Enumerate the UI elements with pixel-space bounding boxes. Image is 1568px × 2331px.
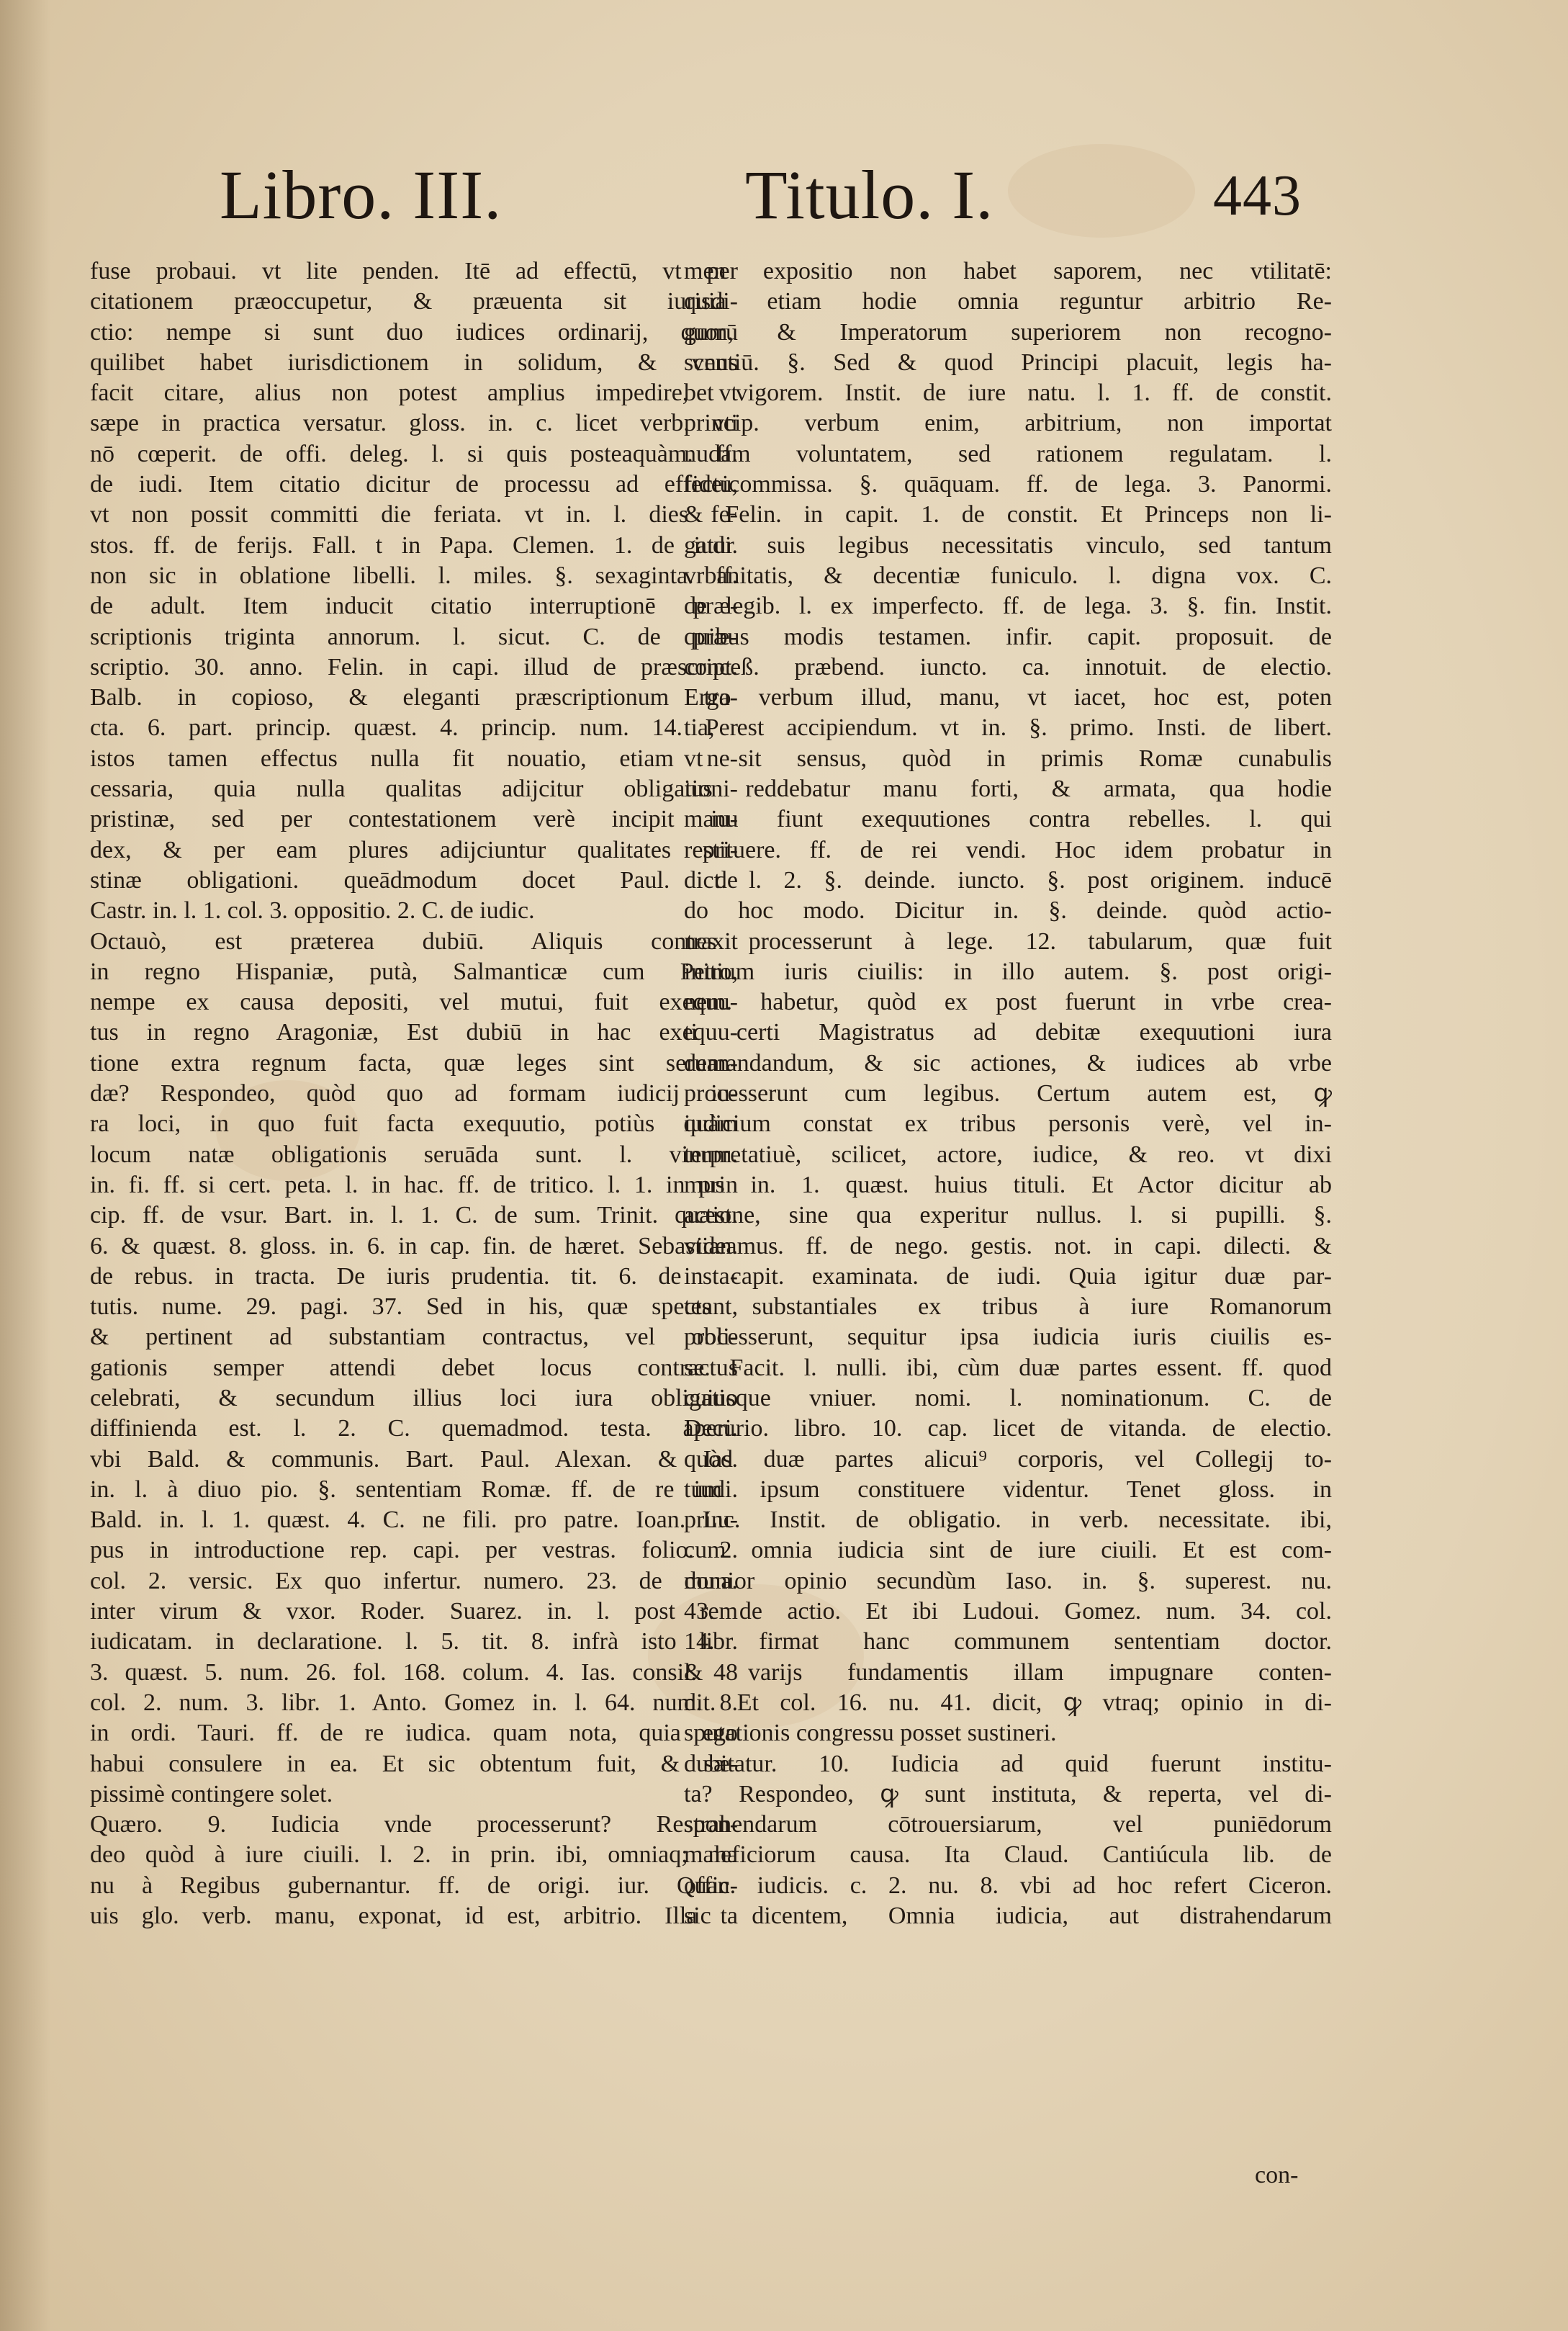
text-line: Bald. in. l. 1. quæst. 4. C. ne fili. pro patre. Ioan. Lu- <box>90 1506 738 1534</box>
text-line: tes substantiales ex tribus à iure Romanorum <box>684 1293 1332 1321</box>
text-line: nu à Regibus gubernantur. ff. de origi. iur. Quan- <box>90 1872 738 1899</box>
text-line: se. Facit. l. nulli. ibi, cùm duæ partes essent. ff. quod <box>684 1354 1332 1381</box>
text-line: de adult. Item inducit citatio interruptionē præ- <box>90 593 738 620</box>
text-line: dex, & per eam plures adijciuntur qualitates pri- <box>90 836 738 863</box>
text-line: terpretatiuè, scilicet, actore, iudice, & reo. vt dixi <box>684 1141 1332 1168</box>
text-line: col. 2. num. 3. libr. 1. Anto. Gomez in. l. 64. num. 8. <box>90 1689 738 1716</box>
text-line: facit citare, alius non potest amplius impedire, vt <box>90 379 738 407</box>
text-line: nudam voluntatem, sed rationem regulatam. l. <box>684 440 1332 467</box>
text-line: de rebus. in tracta. De iuris prudentia. tit. 6. de sta- <box>90 1262 738 1290</box>
text-line: sæpe in practica versatur. gloss. in. c. licet verb. vti <box>90 410 738 437</box>
text-line: col. 2. versic. Ex quo infertur. numero. 23. de dona. <box>90 1567 738 1594</box>
text-line: de iudi. Item citatio dicitur de processu ad effectu, <box>90 471 738 498</box>
text-line: istos tamen effectus nulla fit nouatio, etiam ne- <box>90 745 738 772</box>
text-line: sputationis congressu posset sustineri. <box>684 1720 1057 1747</box>
header-book: Libro. III. <box>220 156 503 233</box>
text-line: & Felin. in capit. 1. de constit. Et Princeps non li- <box>684 501 1332 529</box>
text-line: diffinienda est. l. 2. C. quemadmod. testa. aperi. <box>90 1415 738 1442</box>
text-line: gationis semper attendi debet locus contractus <box>90 1354 738 1381</box>
text-line: pus in introductione rep. capi. per vestras. folio. 2. <box>90 1537 738 1564</box>
text-line: offic. iudicis. c. 2. nu. 8. vbi ad hoc refert Ciceron. <box>684 1872 1332 1899</box>
text-line: cta. 6. part. princip. quæst. 4. princip. num. 14. Per <box>90 714 738 742</box>
text-line: nem. habetur, quòd ex post fuerunt in vrbe crea- <box>684 989 1332 1016</box>
text-line: dit. Et col. 16. nu. 41. dicit, ꝙ vtraq; opinio in di- <box>684 1689 1332 1716</box>
text-line: de legib. l. ex imperfecto. ff. de lega. 3. §. fin. Instit. <box>684 593 1332 620</box>
text-line: Quæro. 9. Iudicia vnde processerunt? Respon- <box>90 1811 738 1838</box>
text-line: sic dicentem, Omnia iudicia, aut distrahendarum <box>684 1903 1332 1930</box>
text-line: 14. firmat hanc communem sententiam doctor. <box>684 1628 1332 1656</box>
text-line: dubitatur. 10. Iudicia ad quid fuerunt institu- <box>684 1750 1332 1777</box>
text-line: munior opinio secundùm Iaso. in. §. superest. nu. <box>684 1567 1332 1594</box>
text-line: Decurio. libro. 10. cap. licet de vitanda. de electio. <box>684 1415 1332 1442</box>
text-line: uis glo. verb. manu, exponat, id est, arbitrio. Illa ta <box>90 1903 738 1930</box>
text-line: quibus modis testamen. infir. capit. proposuit. de <box>684 623 1332 650</box>
text-line: nempe ex causa depositi, vel mutui, fuit exequu- <box>90 989 738 1016</box>
text-line: processerunt, sequitur ipsa iudicia iuris ciuilis es- <box>684 1324 1332 1351</box>
text-line: ra loci, in quo fuit facta exequutio, potiùs quàm <box>90 1110 738 1138</box>
binding-edge-shadow <box>0 0 50 2331</box>
text-line: tum ipsum constituere videntur. Tenet gloss. in <box>684 1476 1332 1503</box>
text-line: quia etiam hodie omnia reguntur arbitrio Re- <box>684 288 1332 315</box>
text-line: deo quòd à iure ciuili. l. 2. in prin. ibi, omniaq; ma <box>90 1841 738 1869</box>
text-line: iudicium constat ex tribus personis verè, vel in- <box>684 1110 1332 1138</box>
text-line: demandandum, & sic actiones, & iudices ab vrbe <box>684 1049 1332 1077</box>
text-line: habui consulere in ea. Et sic obtentum fuit, & sæ- <box>90 1750 738 1777</box>
text-line: conceß. præbend. iuncto. ca. innotuit. de electio. <box>684 653 1332 681</box>
text-line: & pertinent ad substantiam contractus, vel obli- <box>90 1324 738 1351</box>
text-line: ti certi Magistratus ad debitæ exequutioni iura <box>684 1019 1332 1046</box>
text-line: vrbanitatis, & decentiæ funiculo. l. digna vox. C. <box>684 562 1332 589</box>
running-header <box>0 155 1568 241</box>
text-line: cessaria, quia nulla qualitas adijcitur obligationi- <box>90 776 738 803</box>
text-line: mus in. 1. quæst. huius tituli. Et Actor dicitur ab <box>684 1171 1332 1198</box>
text-line: cum omnia iudicia sint de iure ciuili. Et est com- <box>684 1537 1332 1564</box>
text-line: Castr. in. l. 1. col. 3. oppositio. 2. C. de iudic. <box>90 897 535 925</box>
text-line: quòd duæ partes alicui⁹ corporis, vel Collegij to- <box>684 1445 1332 1473</box>
text-line: locum natæ obligationis seruāda sunt. l. vinum. <box>90 1141 738 1168</box>
text-line: iudicatam. in declaratione. l. 5. tit. 8. infrà isto libr. <box>90 1628 738 1656</box>
text-line: gum, & Imperatorum superiorem non recogno- <box>684 318 1332 346</box>
text-line: in capit. examinata. de iudi. Quia igitur duæ par- <box>684 1262 1332 1290</box>
text-line: bet vigorem. Instit. de iure natu. l. 1. ff. de constit. <box>684 379 1332 407</box>
header-title: Titulo. I. <box>745 156 994 233</box>
text-line: ta? Respondeo, ꝙ sunt instituta, & reperta, vel di- <box>684 1780 1332 1807</box>
text-line: do hoc modo. Dicitur in. §. deinde. quòd actio- <box>684 897 1332 925</box>
text-line: princip. verbum enim, arbitrium, non importat <box>684 410 1332 437</box>
text-line: vt sit sensus, quòd in primis Romæ cunabulis <box>684 745 1332 772</box>
text-line: nō cœperit. de offi. deleg. l. si quis posteaquàm. ff. <box>90 440 738 467</box>
text-line: & varijs fundamentis illam impugnare conten- <box>684 1658 1332 1686</box>
text-line: quilibet habet iurisdictionem in solidum, & vnus <box>90 349 738 376</box>
text-line: tione extra regnum facta, quæ leges sint seruan- <box>90 1049 738 1077</box>
text-line: celebrati, & secundum illius loci iura obligatio <box>90 1384 738 1411</box>
text-line: inter virum & vxor. Roder. Suarez. in. l. post rem <box>90 1598 738 1625</box>
text-line: manu fiunt exequutiones contra rebelles. l. qui <box>684 806 1332 833</box>
text-line: pissimè contingere solet. <box>90 1780 333 1807</box>
text-line: non sic in oblatione libelli. l. miles. §. sexaginta. ff. <box>90 562 738 589</box>
text-line: tia, est accipiendum. vt in. §. primo. Insti. de libert. <box>684 714 1332 742</box>
text-line: dict. l. 2. §. deinde. iuncto. §. post originem. inducē <box>684 866 1332 894</box>
text-line: in regno Hispaniæ, putà, Salmanticæ cum Petro, <box>90 958 738 985</box>
text-line: Balb. in copioso, & eleganti præscriptionum tra- <box>90 684 738 711</box>
text-line: cip. ff. de vsur. Bart. in. l. 1. C. de sum. Trinit. quæst. <box>90 1202 738 1229</box>
catchword: con- <box>1255 2162 1299 2188</box>
text-line: maleficiorum causa. Ita Claud. Cantiúcula lib. de <box>684 1841 1332 1869</box>
text-line: Ergo verbum illud, manu, vt iacet, hoc est, poten <box>684 684 1332 711</box>
text-line: stinæ obligationi. queādmodum docet Paul. de <box>90 866 738 894</box>
text-line: gatur suis legibus necessitatis vinculo, sed tantum <box>684 531 1332 559</box>
left-text-column <box>90 256 738 1931</box>
text-line: dæ? Respondeo, quòd quo ad formam iudicij iu- <box>90 1080 738 1108</box>
text-line: stos. ff. de ferijs. Fall. t in Papa. Clemen. 1. de iudi. <box>90 531 738 559</box>
text-line: pristinæ, sed per contestationem verè incipit iu- <box>90 806 738 833</box>
text-line: Octauò, est præterea dubiū. Aliquis contraxit <box>90 928 738 955</box>
text-line: fuse probaui. vt lite penden. Itē ad effectū, vt per <box>90 258 738 284</box>
text-line: in. l. à diuo pio. §. sententiam Romæ. ff. de re iudi. <box>90 1476 738 1503</box>
text-line: in. fi. ff. si cert. peta. l. in hac. ff. de tritico. l. 1. in prin <box>90 1171 738 1198</box>
text-line: cuiusque vniuer. nomi. l. nominationum. C. de <box>684 1384 1332 1411</box>
text-line: tutis. nume. 29. pagi. 37. Sed in his, quæ spectant, <box>90 1293 738 1321</box>
text-line: citationem præoccupetur, & præuenta sit iurisdi- <box>90 288 738 315</box>
text-line: nes processerunt à lege. 12. tabularum, quæ fuit <box>684 928 1332 955</box>
text-line: videamus. ff. de nego. gestis. not. in capi. dilecti. & <box>684 1232 1332 1259</box>
text-line: 6. & quæst. 8. gloss. in. 6. in cap. fin. de hæret. Sebastian. <box>90 1232 738 1259</box>
text-line: tus in regno Aragoniæ, Est dubiū in hac exequu- <box>90 1019 738 1046</box>
text-line: ius reddebatur manu forti, & armata, qua hodie <box>684 776 1332 803</box>
text-line: strahendarum cōtrouersiarum, vel puniēdorum <box>684 1811 1332 1838</box>
right-text-column <box>684 256 1332 1931</box>
text-line: princ. Instit. de obligatio. in verb. necessitate. ibi, <box>684 1506 1332 1534</box>
text-line: ctio: nempe si sunt duo iudices ordinarij, quorū <box>90 318 738 346</box>
text-line: 3. quæst. 5. num. 26. fol. 168. colum. 4. Ias. consil. 48 <box>90 1658 738 1686</box>
text-line: vt non possit committi die feriata. vt in. l. dies fe- <box>90 501 738 529</box>
text-line: scriptionis triginta annorum. l. sicut. C. de præ- <box>90 623 738 650</box>
text-line: men expositio non habet saporem, nec vtilitatē: <box>684 258 1332 284</box>
text-line: 43. de actio. Et ibi Ludoui. Gomez. num. 34. col. <box>684 1598 1332 1625</box>
text-line: restituere. ff. de rei vendi. Hoc idem probatur in <box>684 836 1332 863</box>
text-line: processerunt cum legibus. Certum autem est, ꝙ <box>684 1080 1332 1108</box>
text-line: scentiū. §. Sed & quod Principi placuit, legis ha- <box>684 349 1332 376</box>
text-line: fideicommissa. §. quāquam. ff. de lega. 3. Panormi. <box>684 471 1332 498</box>
text-line: in ordi. Tauri. ff. de re iudica. quam nota, quia ego <box>90 1720 738 1747</box>
text-line: initium iuris ciuilis: in illo autem. §. post origi- <box>684 958 1332 985</box>
text-line: actione, sine qua experitur nullus. l. si pupilli. §. <box>684 1202 1332 1229</box>
page-number: 443 <box>1213 164 1302 228</box>
text-line: vbi Bald. & communis. Bart. Paul. Alexan. & Ias. <box>90 1445 738 1473</box>
text-line: scriptio. 30. anno. Felin. in capi. illud de præscript. <box>90 653 738 681</box>
